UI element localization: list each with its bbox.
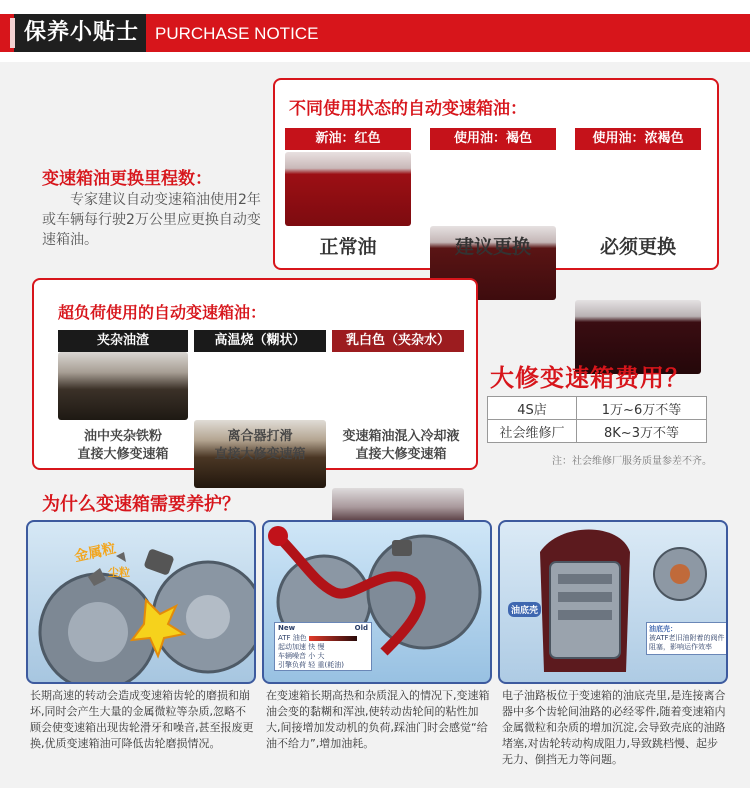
mileage-body: 专家建议自动变速箱油使用2年或车辆每行驶2万公里应更换自动变速箱油。 [42,192,261,248]
label-oil-pan-bubble: 油底壳 [508,602,541,617]
overload-tag-sludge: 夹杂油渣 [58,330,188,352]
oil-states-card [273,78,719,270]
legend-row [275,634,371,643]
legend-row-label: 车辆噪音 [278,652,306,660]
verdict-must: 必须更换 [599,236,676,258]
overload-line2: 直接大修变速箱 [214,447,306,462]
repair-cost-note: 注：社会维修厂服务质量参差不齐。 [552,456,712,467]
overload-caption-sludge [58,428,188,464]
why-desc-valve: 电子油路板位于变速箱的油底壳里,是连接离合器中多个齿轮间油路的必经零件,随着变速箱内金属微粒和杂质的增加沉淀,会导致壳底的油路堵塞,对齿轮转动构成阻力,导致跳档慢、起步无力、倒挡无力等问题。 [502,689,726,766]
repair-cost-title: 大修变速箱费用？ [490,364,690,392]
state-tag-heavy: 使用油：浓褐色 [575,128,701,150]
atf-legend-head [275,623,371,634]
why-panel-sludge [262,520,492,684]
overload-line1: 离合器打滑 [227,429,293,444]
label-metal-particle: 金属粒 [73,540,118,566]
page-title: 保养小贴士 [24,20,140,45]
oil-pan-inset-title: 油底壳： [649,625,677,633]
cost-price: 1万~6万不等 [577,397,707,420]
overload-line1: 油中夹杂铁粉 [83,429,162,444]
oil-pan-inset-text: 被ATF老旧油附着的阀件阻塞，影响运作效率 [649,634,725,651]
verdict-normal: 正常油 [319,236,377,258]
legend-new: New [278,624,296,632]
overload-card [32,278,478,470]
table-row [488,420,707,443]
mileage-title: 变速箱油更换里程数： [42,169,212,189]
cost-place: 4S店 [488,397,577,420]
overload-line2: 直接大修变速箱 [355,447,447,462]
why-desc-sludge: 在变速箱长期高热和杂质混入的情况下,变速箱油会变的黏糊和浑浊,使转动齿轮间的粘性加大,间接增加发动机的负荷,踩油门时会感觉“给油不给力”,增加油耗。 [266,689,490,750]
oil-sample-sludge [58,352,188,420]
oil-states-title: 不同使用状态的自动变速箱油： [289,99,527,119]
overload-caption-burnt [194,428,326,464]
gear-wear-illustration [28,522,254,682]
state-tag-used: 使用油：褐色 [430,128,556,150]
legend-row-value: 小 大 [308,652,325,660]
why-panel-wear [26,520,256,684]
atf-legend [274,622,372,671]
why-panel-valve [498,520,728,684]
overload-title: 超负荷使用的自动变速箱油： [58,303,267,322]
overload-line2: 直接大修变速箱 [77,447,169,462]
legend-row-label: ATF 油色 [278,634,307,642]
label-dust-particle: 尘粒 [108,566,130,579]
legend-row [275,661,371,670]
overload-line1: 变速箱油混入冷却液 [342,429,460,444]
cost-place: 社会维修厂 [488,420,577,443]
repair-cost-table [487,396,707,443]
oil-sample-new [285,152,411,226]
legend-row [275,652,371,661]
overload-tag-milky: 乳白色（夹杂水） [332,330,464,352]
verdict-suggest: 建议更换 [454,236,531,258]
why-title: 为什么变速箱需要养护？ [42,494,240,515]
legend-row-value: 快 慢 [308,643,325,651]
legend-color-bar [309,636,357,641]
legend-row-label: 起动加速 [278,643,306,651]
header-accent [10,18,15,48]
overload-tag-burnt: 高温烧（糊状） [194,330,326,352]
overload-caption-milky [332,428,470,464]
page-subtitle: PURCHASE NOTICE [155,24,319,43]
table-row [488,397,707,420]
legend-row [275,643,371,652]
state-tag-new: 新油：红色 [285,128,411,150]
oil-pan-inset [646,622,728,655]
why-desc-wear: 长期高速的转动会造成变速箱齿轮的磨损和崩坏,同时会产生大量的金属微粒等杂质,忽略不顾会使变速箱出现齿轮滑牙和噪音,甚至报废更换,优质变速箱油可降低齿轮磨损情况。 [30,689,254,750]
cost-price: 8K~3万不等 [577,420,707,443]
legend-row-value: 轻 重(耗油) [308,661,344,669]
legend-row-label: 引擎负荷 [278,661,306,669]
legend-old: Old [354,624,368,632]
